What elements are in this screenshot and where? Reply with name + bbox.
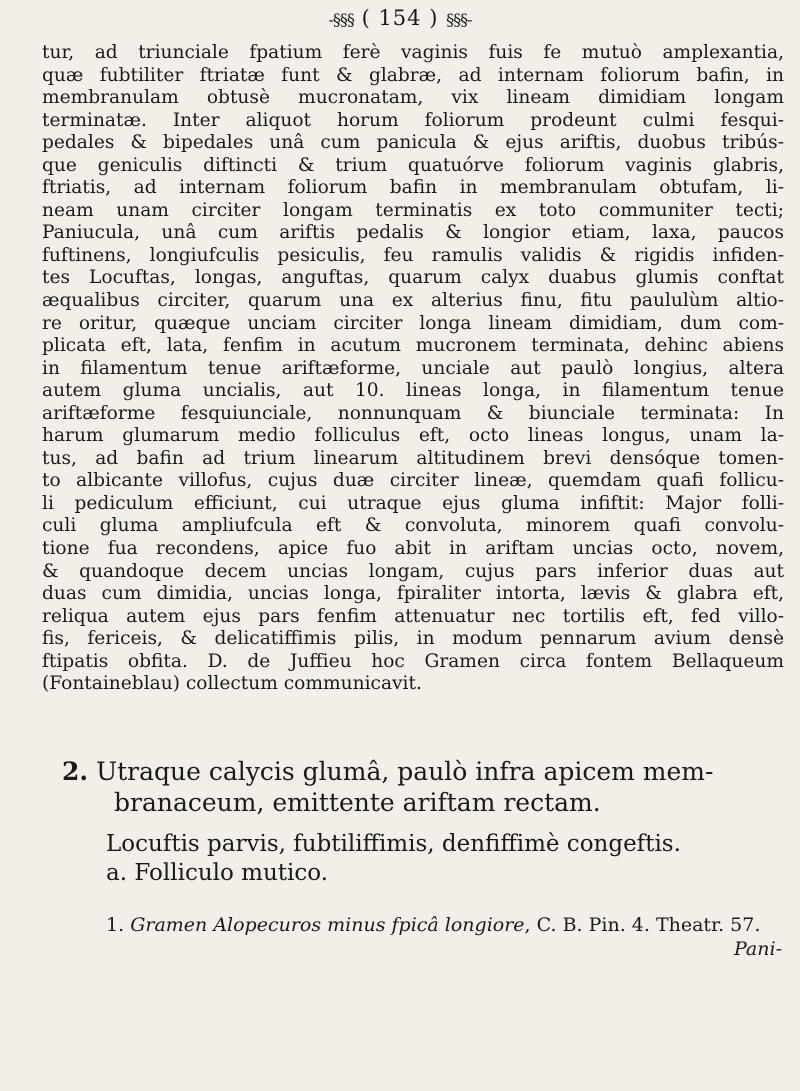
text-line: ftriatis, ad internam foliorum bafin in membranulam obtufam, li-	[42, 177, 784, 199]
subheading-locustae: Locuftis parvis, fubtiliffimis, denfiffimè congeftis.	[106, 831, 681, 857]
text-line: re oritur, quæque unciam circiter longa lineam dimidiam, dum com-	[42, 312, 784, 334]
text-line: que geniculis diftincti & trium quatuórve foliorum vaginis glabris,	[42, 154, 784, 176]
section-heading-line: branaceum, emittente ariftam rectam.	[114, 788, 601, 817]
page-number: ( 154 )	[361, 6, 439, 30]
text-line: (Fontaineblau) collectum communicavit.	[42, 673, 422, 695]
text-line: membranulam obtusè mucronatam, vix lineam dimidiam longam	[42, 87, 784, 109]
synonym-reference: , C. B. Pin. 4. Theatr. 57.	[524, 914, 761, 936]
catchword: Pani-	[734, 938, 782, 960]
text-line: duas cum dimidia, uncias longa, fpiraliter intorta, lævis & glabra eft,	[42, 583, 784, 605]
text-line: ariftæforme fesquiunciale, nonnunquam & biunciale terminata: In	[42, 402, 784, 424]
text-line: tes Locuftas, longas, anguftas, quarum calyx duabus glumis conftat	[42, 267, 784, 289]
text-line: autem gluma uncialis, aut 10. lineas longa, in filamentum tenue	[42, 380, 784, 402]
text-line: pedales & bipedales unâ cum panicula & ejus ariftis, duobus tribús-	[42, 132, 784, 154]
text-line: in filamentum tenue ariftæforme, unciale aut paulò longius, altera	[42, 357, 784, 379]
synonym-name: Gramen Alopecuros minus fpicâ longiore	[130, 914, 525, 936]
section-number: 2.	[62, 757, 89, 786]
section-heading	[62, 756, 784, 818]
text-line: reliqua autem ejus pars fenfim attenuatur nec tortilis eft, fed villo-	[42, 605, 784, 627]
subheading-folliculo: a. Folliculo mutico.	[106, 860, 329, 886]
text-line: fuftinens, longiufculis pesiculis, feu ramulis validis & rigidis infiden-	[42, 244, 784, 266]
text-line: terminatæ. Inter aliquot horum foliorum prodeunt culmi fesqui-	[42, 109, 784, 131]
subheadings	[106, 830, 786, 888]
synonym-entry	[106, 913, 788, 938]
text-line: culi gluma ampliufcula eft & convoluta, minorem quafi convolu-	[42, 515, 784, 537]
ornament-right-icon: §§§-	[446, 10, 472, 29]
text-line: li pediculum efficiunt, cui utraque ejus gluma infiftit: Major folli-	[42, 492, 784, 514]
text-line: neam unam circiter longam terminatis ex toto communiter tecti;	[42, 199, 784, 221]
main-paragraph	[42, 42, 784, 696]
text-line: tur, ad triunciale fpatium ferè vaginis fuis fe mutuò amplexantia,	[42, 42, 784, 63]
text-line: ftipatis obfita. D. de Juffieu hoc Gramen circa fontem Bellaqueum	[42, 650, 784, 672]
text-line: & quandoque decem uncias longam, cujus pars inferior duas aut	[42, 560, 784, 582]
text-line: quæ fubtiliter ftriatæ funt & glabræ, ad internam foliorum bafin, in	[42, 64, 784, 86]
synonym-number: 1.	[106, 914, 125, 936]
text-line: tus, ad bafin ad trium linearum altitudinem brevi densóque tomen-	[42, 447, 784, 469]
text-line: æqualibus circiter, quarum una ex alterius finu, fitu paululùm altio-	[42, 290, 784, 312]
page-header	[0, 6, 800, 30]
text-line: fis, fericeis, & delicatiffimis pilis, in modum pennarum avium densè	[42, 628, 784, 650]
text-line: to albicante villofus, cujus duæ circiter lineæ, quemdam quafi follicu-	[42, 470, 784, 492]
section-heading-line: Utraque calycis glumâ, paulò infra apicem mem-	[96, 757, 714, 786]
text-line: plicata eft, lata, fenfim in acutum mucronem terminata, dehinc abiens	[42, 335, 784, 357]
text-line: Paniucula, unâ cum ariftis pedalis & longior etiam, laxa, paucos	[42, 222, 784, 244]
ornament-left-icon: -§§§	[328, 10, 354, 29]
text-line: harum glumarum medio folliculus eft, octo lineas longus, unam la-	[42, 425, 784, 447]
text-line: tione fua recondens, apice fuo abit in ariftam uncias octo, novem,	[42, 538, 784, 560]
